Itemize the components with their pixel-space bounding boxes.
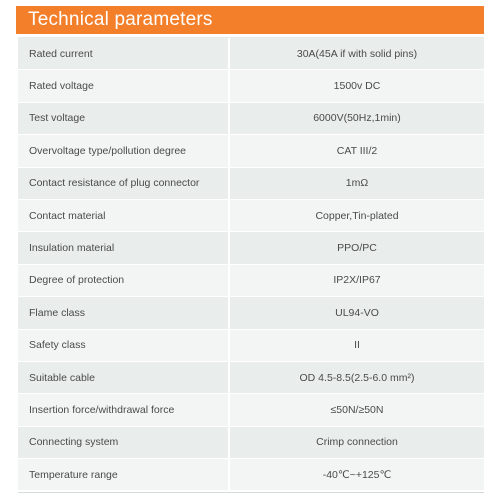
parameter-value: -40℃~+125℃ [230, 459, 484, 490]
table-row [18, 330, 484, 362]
parameter-value: OD 4.5-8.5(2.5-6.0 mm²) [230, 362, 484, 393]
parameters-table [18, 37, 484, 491]
parameter-label: Contact resistance of plug connector [18, 168, 230, 199]
parameter-value: UL94-VO [230, 297, 484, 328]
parameter-label: Temperature range [18, 459, 230, 490]
table-row [18, 103, 484, 135]
table-bottom-divider [18, 492, 484, 493]
parameter-value: PPO/PC [230, 232, 484, 263]
parameter-value: ≤50N/≥50N [230, 394, 484, 425]
parameter-label: Overvoltage type/pollution degree [18, 135, 230, 166]
table-row [18, 38, 484, 70]
table-row [18, 200, 484, 232]
section-title: Technical parameters [28, 9, 213, 30]
table-row [18, 168, 484, 200]
table-row [18, 232, 484, 264]
parameter-label: Flame class [18, 297, 230, 328]
parameter-value: 1500v DC [230, 70, 484, 101]
parameter-label: Rated current [18, 38, 230, 69]
parameter-label: Contact material [18, 200, 230, 231]
parameter-label: Test voltage [18, 103, 230, 134]
parameter-value: CAT III/2 [230, 135, 484, 166]
parameter-label: Insulation material [18, 232, 230, 263]
parameter-value: Copper,Tin-plated [230, 200, 484, 231]
parameter-label: Rated voltage [18, 70, 230, 101]
table-row [18, 459, 484, 491]
table-row [18, 362, 484, 394]
section-header [16, 6, 484, 34]
table-row [18, 297, 484, 329]
table-row [18, 70, 484, 102]
parameter-value: Crimp connection [230, 427, 484, 458]
parameter-value: II [230, 330, 484, 361]
table-row [18, 135, 484, 167]
parameter-value: 1mΩ [230, 168, 484, 199]
parameter-value: IP2X/IP67 [230, 265, 484, 296]
parameter-value: 30A(45A if with solid pins) [230, 38, 484, 69]
parameter-label: Insertion force/withdrawal force [18, 394, 230, 425]
table-row [18, 394, 484, 426]
table-row [18, 265, 484, 297]
parameter-value: 6000V(50Hz,1min) [230, 103, 484, 134]
parameter-label: Suitable cable [18, 362, 230, 393]
parameter-label: Degree of protection [18, 265, 230, 296]
parameter-label: Connecting system [18, 427, 230, 458]
parameter-label: Safety class [18, 330, 230, 361]
table-row [18, 427, 484, 459]
